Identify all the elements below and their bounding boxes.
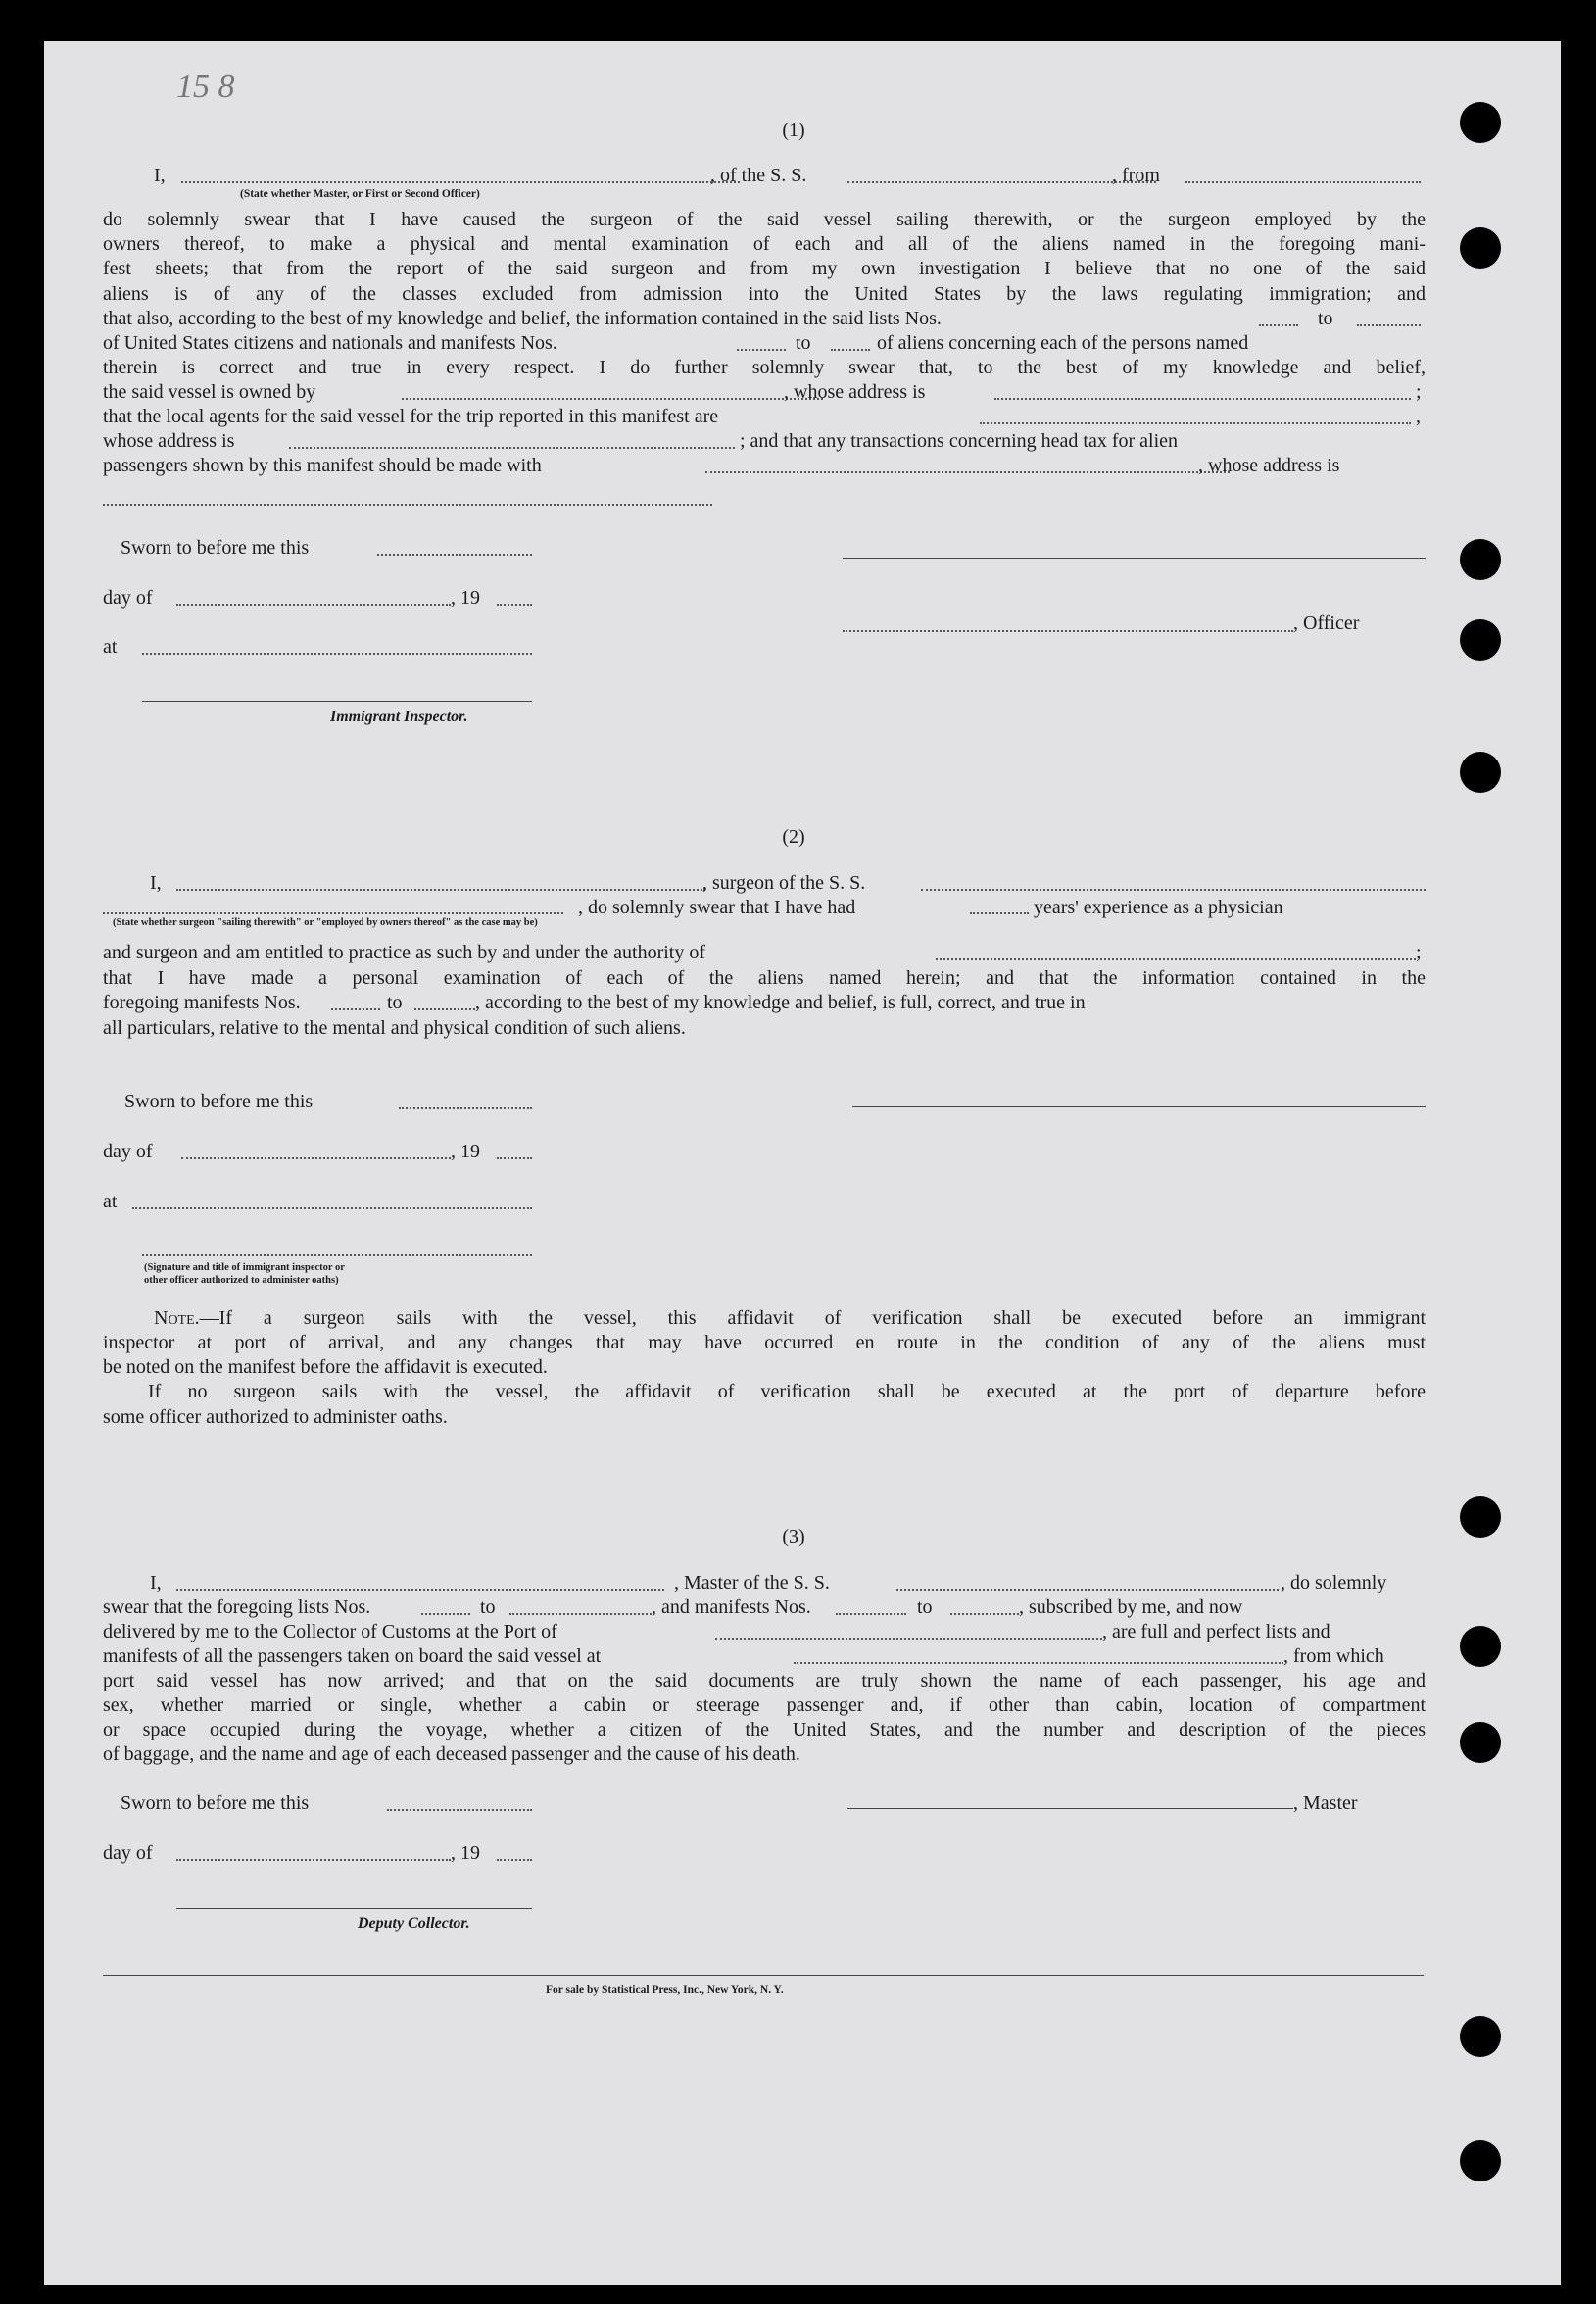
s3-sworn-date-field[interactable]: [387, 1809, 532, 1811]
s2-i: I,: [150, 872, 162, 894]
binding-hole: [1460, 227, 1501, 269]
s2-day-of: day of: [103, 1141, 153, 1162]
s3-manifest-to-field[interactable]: [950, 1613, 1019, 1615]
s1-sworn-date-field[interactable]: [377, 554, 532, 556]
s2-line-3b: ;: [1416, 942, 1422, 963]
s2-day-field[interactable]: [181, 1157, 451, 1159]
s3-line-6: sex, whether married or single, whether a cabin or steerage passenger and, if other than cabin, location of compartment: [103, 1694, 1426, 1716]
s1-agents-address-field[interactable]: [289, 447, 735, 449]
s3-list-to-field[interactable]: [509, 1613, 652, 1615]
s2-year-field[interactable]: [497, 1157, 532, 1159]
s2-manifest-from-field[interactable]: [331, 1008, 380, 1010]
s1-line-5b: to: [1318, 308, 1333, 329]
s2-vessel-field[interactable]: [921, 889, 1426, 891]
s3-line-4b: , from which: [1283, 1645, 1384, 1667]
s1-officer-line[interactable]: [843, 630, 1293, 632]
binding-hole: [1460, 752, 1501, 793]
s1-owner-field[interactable]: [402, 398, 823, 400]
s1-owner-address-field[interactable]: [994, 398, 1411, 400]
s1-line-5a: that also, according to the best of my knowledge and belief, the information contained in the said lists Nos.: [103, 308, 942, 329]
s1-line-11b: , whose address is: [1198, 455, 1340, 476]
s1-line-6c: of aliens concerning each of the persons named: [877, 332, 1249, 354]
s1-line-8b: , whose address is: [784, 381, 926, 403]
binding-hole: [1460, 102, 1501, 143]
binding-hole: [1460, 2016, 1501, 2057]
s2-sworn-date-field[interactable]: [399, 1107, 532, 1109]
s2-note-line-1: [103, 1306, 1426, 1331]
s1-line-8c: ;: [1416, 381, 1422, 403]
s1-vessel-name-field[interactable]: [847, 181, 1156, 183]
s3-embark-field[interactable]: [794, 1662, 1283, 1664]
s1-line-10a: whose address is: [103, 430, 235, 452]
s2-line-2b: years' experience as a physician: [1034, 897, 1283, 918]
s1-line-11a: passengers shown by this manifest should be made with: [103, 455, 542, 476]
s2-authority-field[interactable]: [936, 958, 1416, 960]
s2-note-line-2: inspector at port of arrival, and any changes that may have occurred en route in the condition of any of the aliens must: [103, 1332, 1426, 1353]
footer-text: For sale by Statistical Press, Inc., New York, N. Y.: [546, 1985, 784, 1996]
s3-year-field[interactable]: [497, 1859, 532, 1861]
s1-line-9b: ,: [1416, 406, 1421, 427]
binding-hole: [1460, 539, 1501, 580]
s1-line-4: aliens is of any of the classes excluded from admission into the United States by the laws regulating immigration; and: [103, 283, 1426, 305]
s2-note-line-4: If no surgeon sails with the vessel, the affidavit of verification shall be executed at the port of departure before: [148, 1381, 1426, 1402]
s2-manifest-to-field[interactable]: [414, 1008, 475, 1010]
note-label: Note.: [154, 1307, 200, 1329]
binding-hole: [1460, 619, 1501, 661]
s1-list-from-field[interactable]: [1259, 324, 1298, 326]
s3-line-3b: , are full and perfect lists and: [1102, 1621, 1330, 1642]
s3-line-2c: , and manifests Nos.: [652, 1596, 811, 1618]
s2-year: , 19: [451, 1141, 480, 1162]
s1-line-3: fest sheets; that from the report of the said surgeon and from my own investigation I believe that no one of the said: [103, 258, 1426, 279]
s3-collector-label: Deputy Collector.: [358, 1915, 470, 1932]
s3-port-field[interactable]: [715, 1638, 1102, 1640]
s3-sworn: Sworn to before me this: [121, 1792, 310, 1814]
s3-line-5: port said vessel has now arrived; and that on the said documents are truly shown the name of each passenger, his age and: [103, 1670, 1426, 1691]
s1-officer-label: , Officer: [1293, 613, 1360, 634]
s1-from: , from: [1112, 165, 1160, 186]
s2-line-5a: foregoing manifests Nos.: [103, 992, 301, 1013]
s1-line-6b: to: [796, 332, 811, 354]
binding-hole: [1460, 2140, 1501, 2181]
s3-master-of: , Master of the S. S.: [674, 1572, 830, 1593]
s1-i: I,: [154, 165, 166, 186]
binding-hole: [1460, 1626, 1501, 1667]
s1-of-ss: , of the S. S.: [710, 165, 807, 186]
s1-at-field[interactable]: [142, 653, 532, 655]
s3-line-1c: , do solemnly: [1281, 1572, 1387, 1593]
s3-collector-line[interactable]: [176, 1908, 532, 1909]
s1-from-field[interactable]: [1185, 181, 1421, 183]
s2-line-3a: and surgeon and am entitled to practice as such by and under the authority of: [103, 942, 705, 963]
s1-head-tax-field[interactable]: [705, 471, 1230, 473]
s1-manifest-from-field[interactable]: [737, 349, 786, 351]
s1-head-tax-address-field[interactable]: [103, 504, 712, 506]
s3-day-of: day of: [103, 1842, 153, 1864]
s3-master-name-field[interactable]: [176, 1589, 664, 1591]
s2-note-line-5: some officer authorized to administer oaths.: [103, 1406, 448, 1428]
s2-at: at: [103, 1191, 118, 1212]
s2-at-field[interactable]: [132, 1207, 532, 1209]
s2-surgeon-of: , surgeon of the S. S.: [702, 872, 866, 894]
s2-signature-line[interactable]: [852, 1106, 1426, 1107]
s1-day-of: day of: [103, 587, 153, 609]
s3-line-2e: , subscribed by me, and now: [1019, 1596, 1243, 1618]
s2-sig-caption-1: (Signature and title of immigrant inspector or: [144, 1262, 345, 1273]
s2-note-line-3: be noted on the manifest before the affidavit is executed.: [103, 1356, 548, 1378]
s1-officer-caption: (State whether Master, or First or Second Officer): [240, 188, 480, 200]
s3-i: I,: [150, 1572, 162, 1593]
s2-surgeon-name-field[interactable]: [176, 889, 705, 891]
s3-line-4a: manifests of all the passengers taken on board the said vessel at: [103, 1645, 602, 1667]
s1-sworn: Sworn to before me this: [121, 537, 310, 559]
s1-year-field[interactable]: [497, 604, 532, 606]
s1-inspector-label: Immigrant Inspector.: [330, 709, 468, 725]
s1-line-10b: ; and that any transactions concerning head tax for alien: [740, 430, 1179, 452]
s1-line-8a: the said vessel is owned by: [103, 381, 316, 403]
s3-line-2a: swear that the foregoing lists Nos.: [103, 1596, 371, 1618]
s3-year: , 19: [451, 1842, 480, 1864]
s1-year: , 19: [451, 587, 480, 609]
s3-vessel-field[interactable]: [896, 1589, 1279, 1591]
s1-manifest-to-field[interactable]: [831, 349, 870, 351]
s1-inspector-line[interactable]: [142, 701, 532, 702]
s2-years-field[interactable]: [970, 912, 1029, 914]
s1-line-1: do solemnly swear that I have caused the surgeon of the said vessel sailing therewith, or the surgeon employed by the: [103, 209, 1426, 230]
s2-line-5b: to: [387, 992, 403, 1013]
s2-caption: (State whether surgeon "sailing therewith" or "employed by owners thereof" as the case may be): [113, 917, 538, 928]
s3-line-3a: delivered by me to the Collector of Customs at the Port of: [103, 1621, 557, 1642]
s2-inspector-sig-line[interactable]: [142, 1254, 532, 1256]
section-3-heading: (3): [782, 1526, 805, 1547]
form-page: [44, 41, 1561, 2285]
s2-line-2a: , do solemnly swear that I have had: [578, 897, 856, 918]
note-text-1: —If a surgeon sails with the vessel, this affidavit of verification shall be executed before an immigrant: [199, 1307, 1426, 1329]
s1-line-9a: that the local agents for the said vessel for the trip reported in this manifest are: [103, 406, 719, 427]
s3-line-7: or space occupied during the voyage, whether a citizen of the United States, and the number and description of the pieces: [103, 1719, 1426, 1740]
s3-master-sig-line[interactable]: [847, 1808, 1293, 1809]
section-2-heading: (2): [782, 826, 805, 848]
s1-line-7: therein is correct and true in every respect. I do further solemnly swear that, to the best of my knowledge and belief,: [103, 357, 1426, 378]
s3-list-from-field[interactable]: [421, 1613, 470, 1615]
s1-officer-name-field[interactable]: [181, 181, 740, 183]
s3-line-8: of baggage, and the name and age of each deceased passenger and the cause of his death.: [103, 1743, 800, 1765]
binding-hole: [1460, 1496, 1501, 1538]
section-1-heading: (1): [782, 120, 805, 141]
s3-master-label: , Master: [1293, 1792, 1358, 1814]
s2-line-6: all particulars, relative to the mental and physical condition of such aliens.: [103, 1017, 686, 1039]
s3-line-2d: to: [917, 1596, 933, 1618]
handwritten-note: 15 8: [176, 69, 235, 105]
s2-sig-caption-2: other officer authorized to administer oaths): [144, 1275, 339, 1286]
s1-agents-field[interactable]: [980, 422, 1411, 424]
s1-line-2: owners thereof, to make a physical and mental examination of each and all of the aliens named in the foregoing mani-: [103, 233, 1426, 255]
footer-rule: [103, 1975, 1424, 1976]
s2-line-4: that I have made a personal examination of each of the aliens named herein; and that the information contained in the: [103, 967, 1426, 989]
s1-signature-line[interactable]: [843, 558, 1426, 559]
s1-line-6a: of United States citizens and nationals and manifests Nos.: [103, 332, 557, 354]
s3-day-field[interactable]: [176, 1859, 451, 1861]
s2-surgeon-status-field[interactable]: [103, 912, 563, 914]
s1-day-field[interactable]: [176, 604, 451, 606]
s3-manifest-from-field[interactable]: [836, 1613, 906, 1615]
s2-line-5c: , according to the best of my knowledge and belief, is full, correct, and true in: [475, 992, 1086, 1013]
s3-line-2b: to: [480, 1596, 496, 1618]
binding-hole: [1460, 1722, 1501, 1763]
s2-sworn: Sworn to before me this: [124, 1091, 314, 1112]
s1-list-to-field[interactable]: [1357, 324, 1421, 326]
s1-at: at: [103, 636, 118, 658]
